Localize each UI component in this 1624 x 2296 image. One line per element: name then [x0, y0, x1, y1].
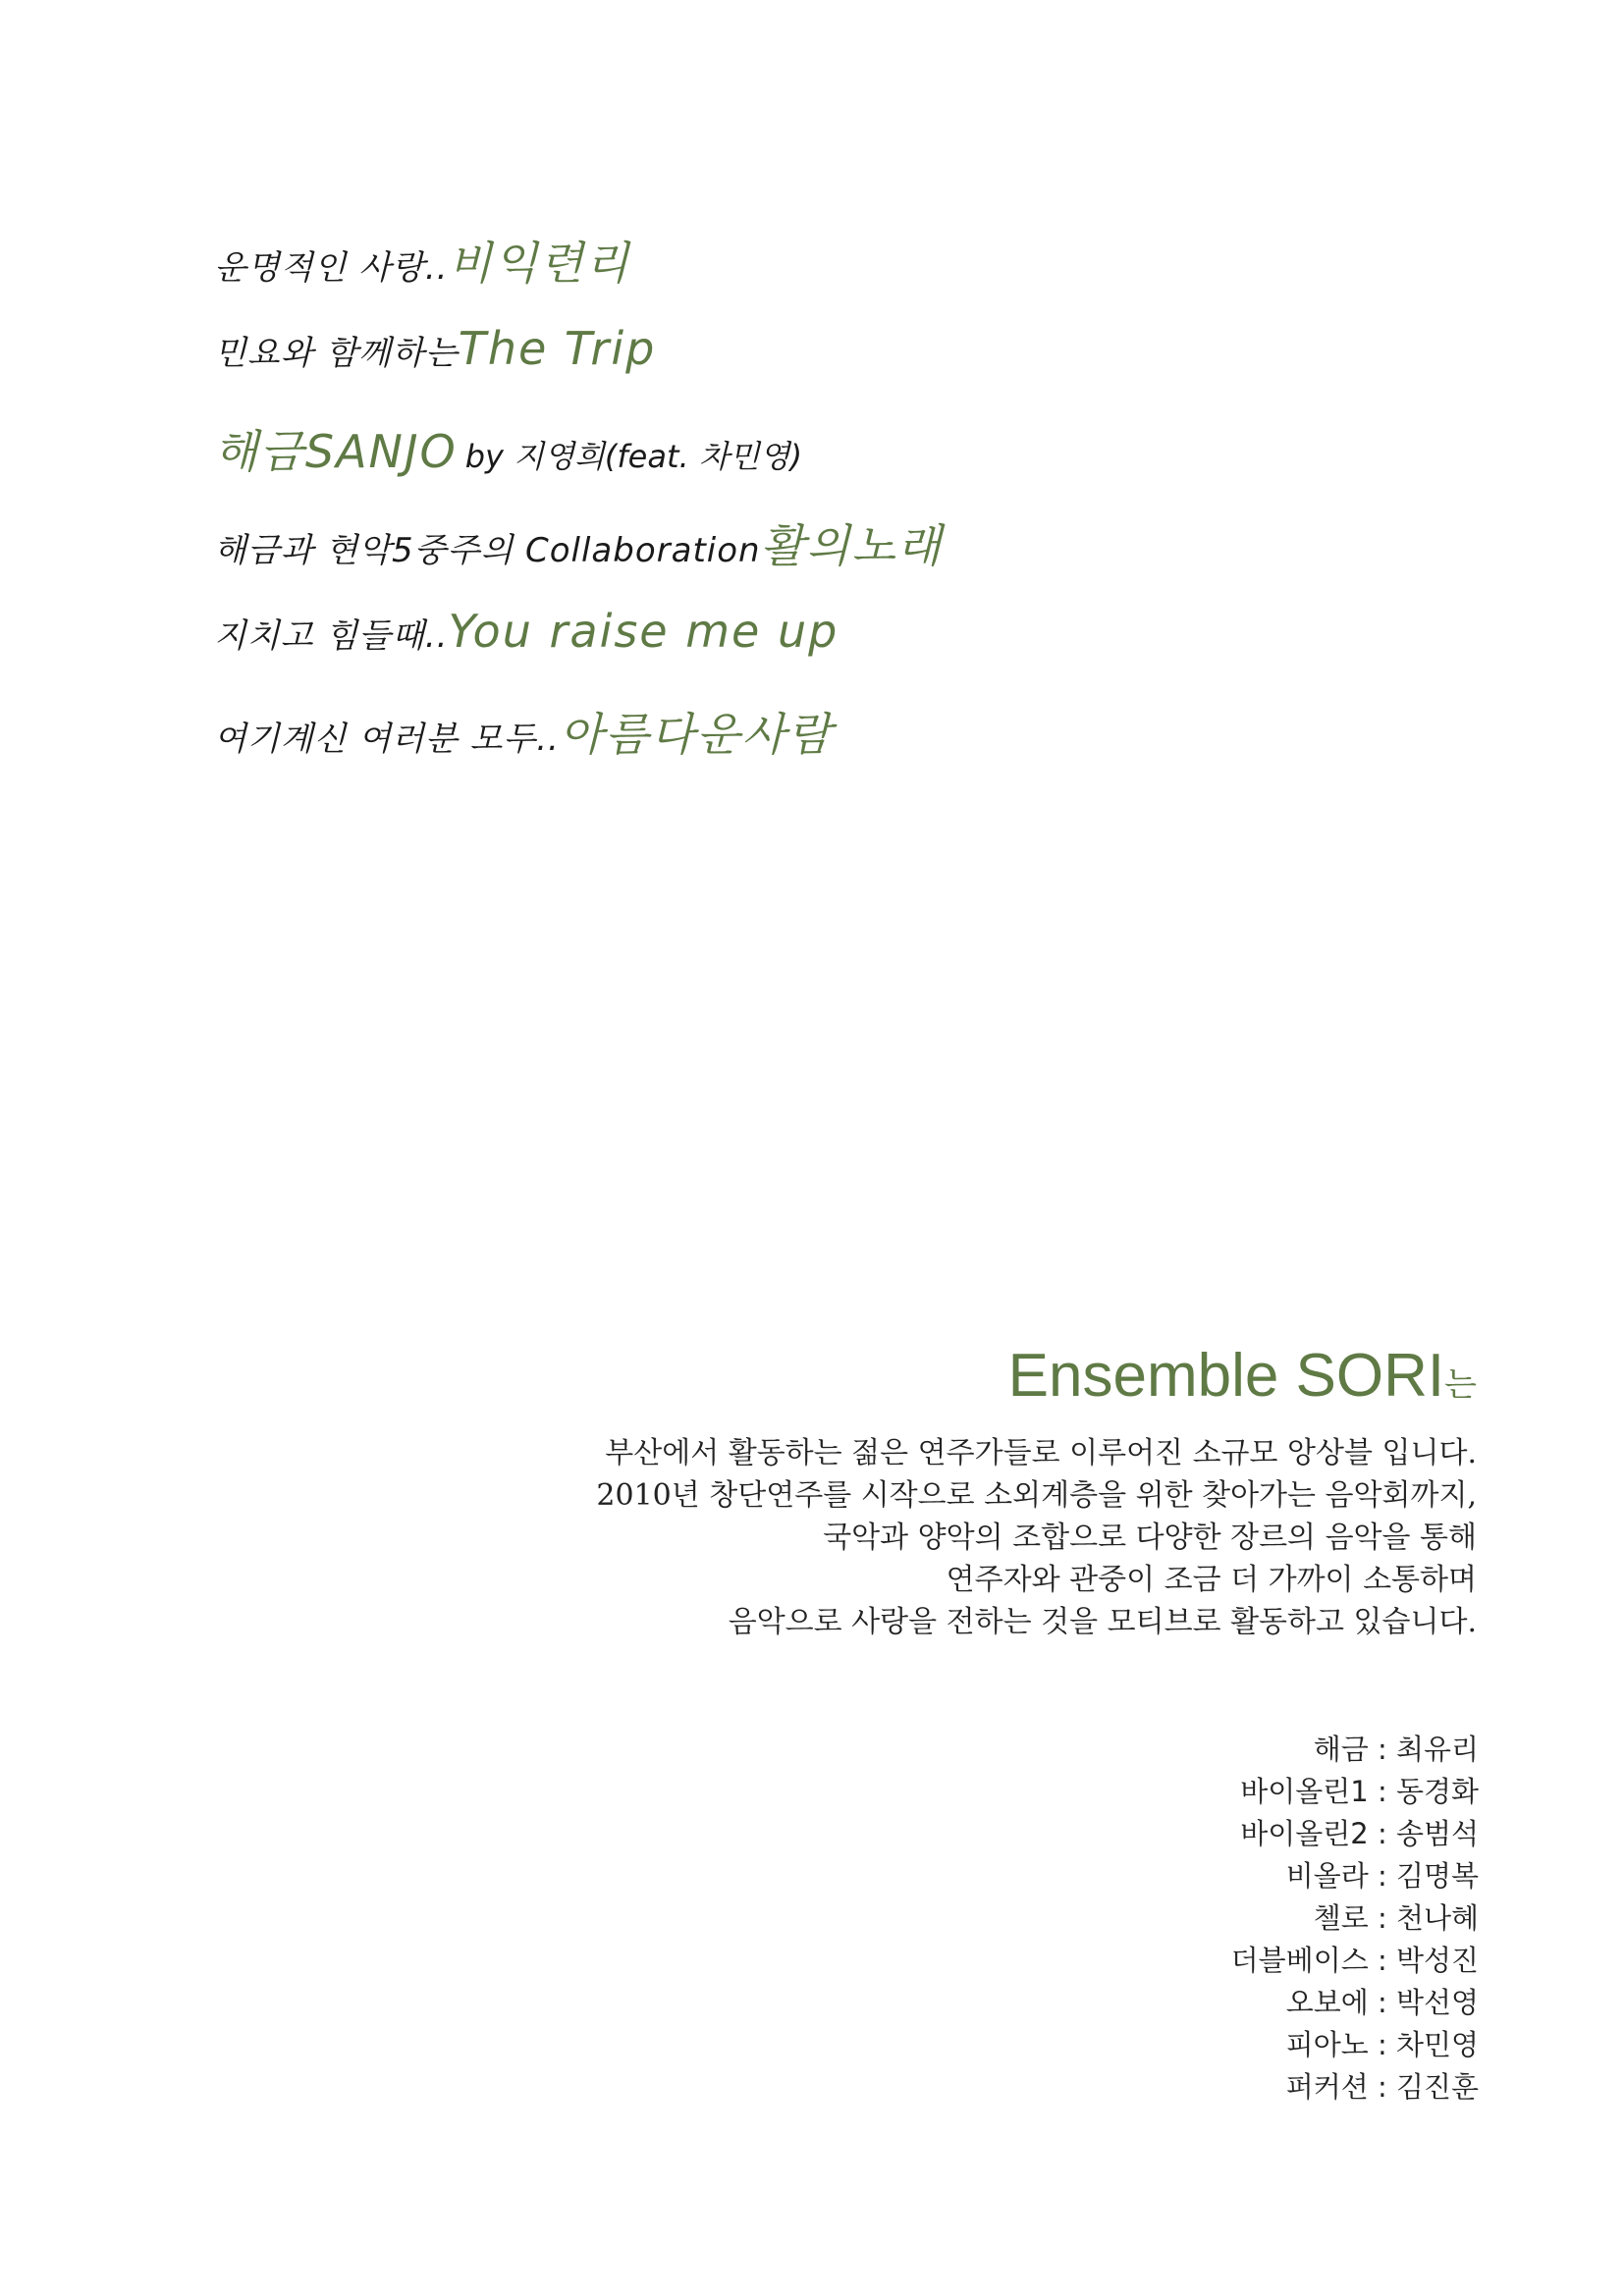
member-name: 김진훈	[1395, 2070, 1479, 2104]
member-separator: :	[1368, 2028, 1396, 2061]
member-row	[988, 1771, 1479, 1813]
program-item-intro: 해금과 현악5중주의 Collaboration	[214, 531, 761, 570]
program-item-title: 해금SANJO	[214, 425, 458, 478]
program-item-title: You raise me up	[448, 605, 839, 658]
member-role: 퍼커션	[1285, 2070, 1369, 2104]
program-item-title: 비익련리	[448, 237, 631, 290]
member-row	[988, 1813, 1479, 1855]
program-item	[214, 510, 1098, 605]
member-separator: :	[1368, 1817, 1396, 1850]
program-item	[214, 416, 1098, 510]
member-separator: :	[1368, 1859, 1396, 1893]
program-item-title: 활의노래	[760, 519, 944, 572]
member-separator: :	[1368, 1944, 1396, 1977]
member-row	[988, 1897, 1479, 1940]
member-role: 비올라	[1285, 1859, 1369, 1893]
member-name: 천나혜	[1395, 1901, 1479, 1935]
program-item	[214, 322, 1098, 416]
member-name: 김명복	[1395, 1859, 1479, 1893]
member-separator: :	[1368, 1733, 1396, 1766]
member-separator: :	[1368, 2070, 1396, 2104]
member-list	[988, 1729, 1479, 2109]
description-line: 연주자와 관중이 조금 더 가까이 소통하며	[946, 1563, 1477, 1597]
member-name: 차민영	[1395, 2028, 1479, 2061]
program-item-title: The Trip	[458, 322, 657, 375]
member-name: 박성진	[1395, 1944, 1479, 1977]
program-item-intro: 여기계신 여러분 모두..	[214, 720, 560, 759]
member-row	[988, 1855, 1479, 1897]
program-item	[214, 699, 1098, 793]
member-row	[988, 1729, 1479, 1771]
member-name: 최유리	[1395, 1733, 1479, 1766]
member-row	[988, 1940, 1479, 1982]
member-role: 첼로	[1313, 1901, 1369, 1935]
member-row	[988, 2066, 1479, 2109]
ensemble-name-suffix: 는	[1444, 1366, 1477, 1404]
description-line: 국악과 양악의 조합으로 다양한 장르의 음악을 통해	[823, 1521, 1477, 1555]
member-name: 송범석	[1395, 1817, 1479, 1850]
program-item-intro: 민요와 함께하는	[214, 334, 459, 373]
ensemble-description	[298, 1432, 1477, 1643]
member-separator: :	[1368, 1775, 1396, 1808]
member-role: 오보에	[1285, 1986, 1369, 2019]
member-name: 박선영	[1395, 1986, 1479, 2019]
description-line: 음악으로 사랑을 전하는 것을 모티브로 활동하고 있습니다.	[728, 1605, 1477, 1639]
member-role: 바이올린2	[1240, 1817, 1369, 1850]
member-role: 바이올린1	[1240, 1775, 1369, 1808]
member-role: 더블베이스	[1230, 1944, 1369, 1977]
member-row	[988, 2024, 1479, 2066]
program-item-title: 아름다운사람	[559, 708, 834, 761]
program-item-note: by 지영희(feat. 차민영)	[464, 438, 803, 475]
member-name: 동경화	[1395, 1775, 1479, 1808]
member-row	[988, 1982, 1479, 2024]
member-role: 피아노	[1285, 2028, 1369, 2061]
program-item	[214, 228, 1098, 322]
member-role: 해금	[1313, 1733, 1369, 1766]
ensemble-heading	[298, 1335, 1477, 1426]
program-item	[214, 605, 1098, 699]
member-separator: :	[1368, 1986, 1396, 2019]
description-line: 부산에서 활동하는 젊은 연주가들로 이루어진 소규모 앙상블 입니다.	[605, 1436, 1477, 1470]
ensemble-name: Ensemble SORI	[1007, 1342, 1445, 1410]
program-item-intro: 지치고 힘들때..	[214, 616, 449, 656]
member-separator: :	[1368, 1901, 1396, 1935]
program-item-intro: 운명적인 사랑..	[214, 248, 449, 288]
program-list	[214, 228, 1098, 793]
ensemble-intro	[298, 1335, 1477, 1643]
description-line: 2010년 창단연주를 시작으로 소외계층을 위한 찾아가는 음악회까지,	[596, 1478, 1477, 1513]
